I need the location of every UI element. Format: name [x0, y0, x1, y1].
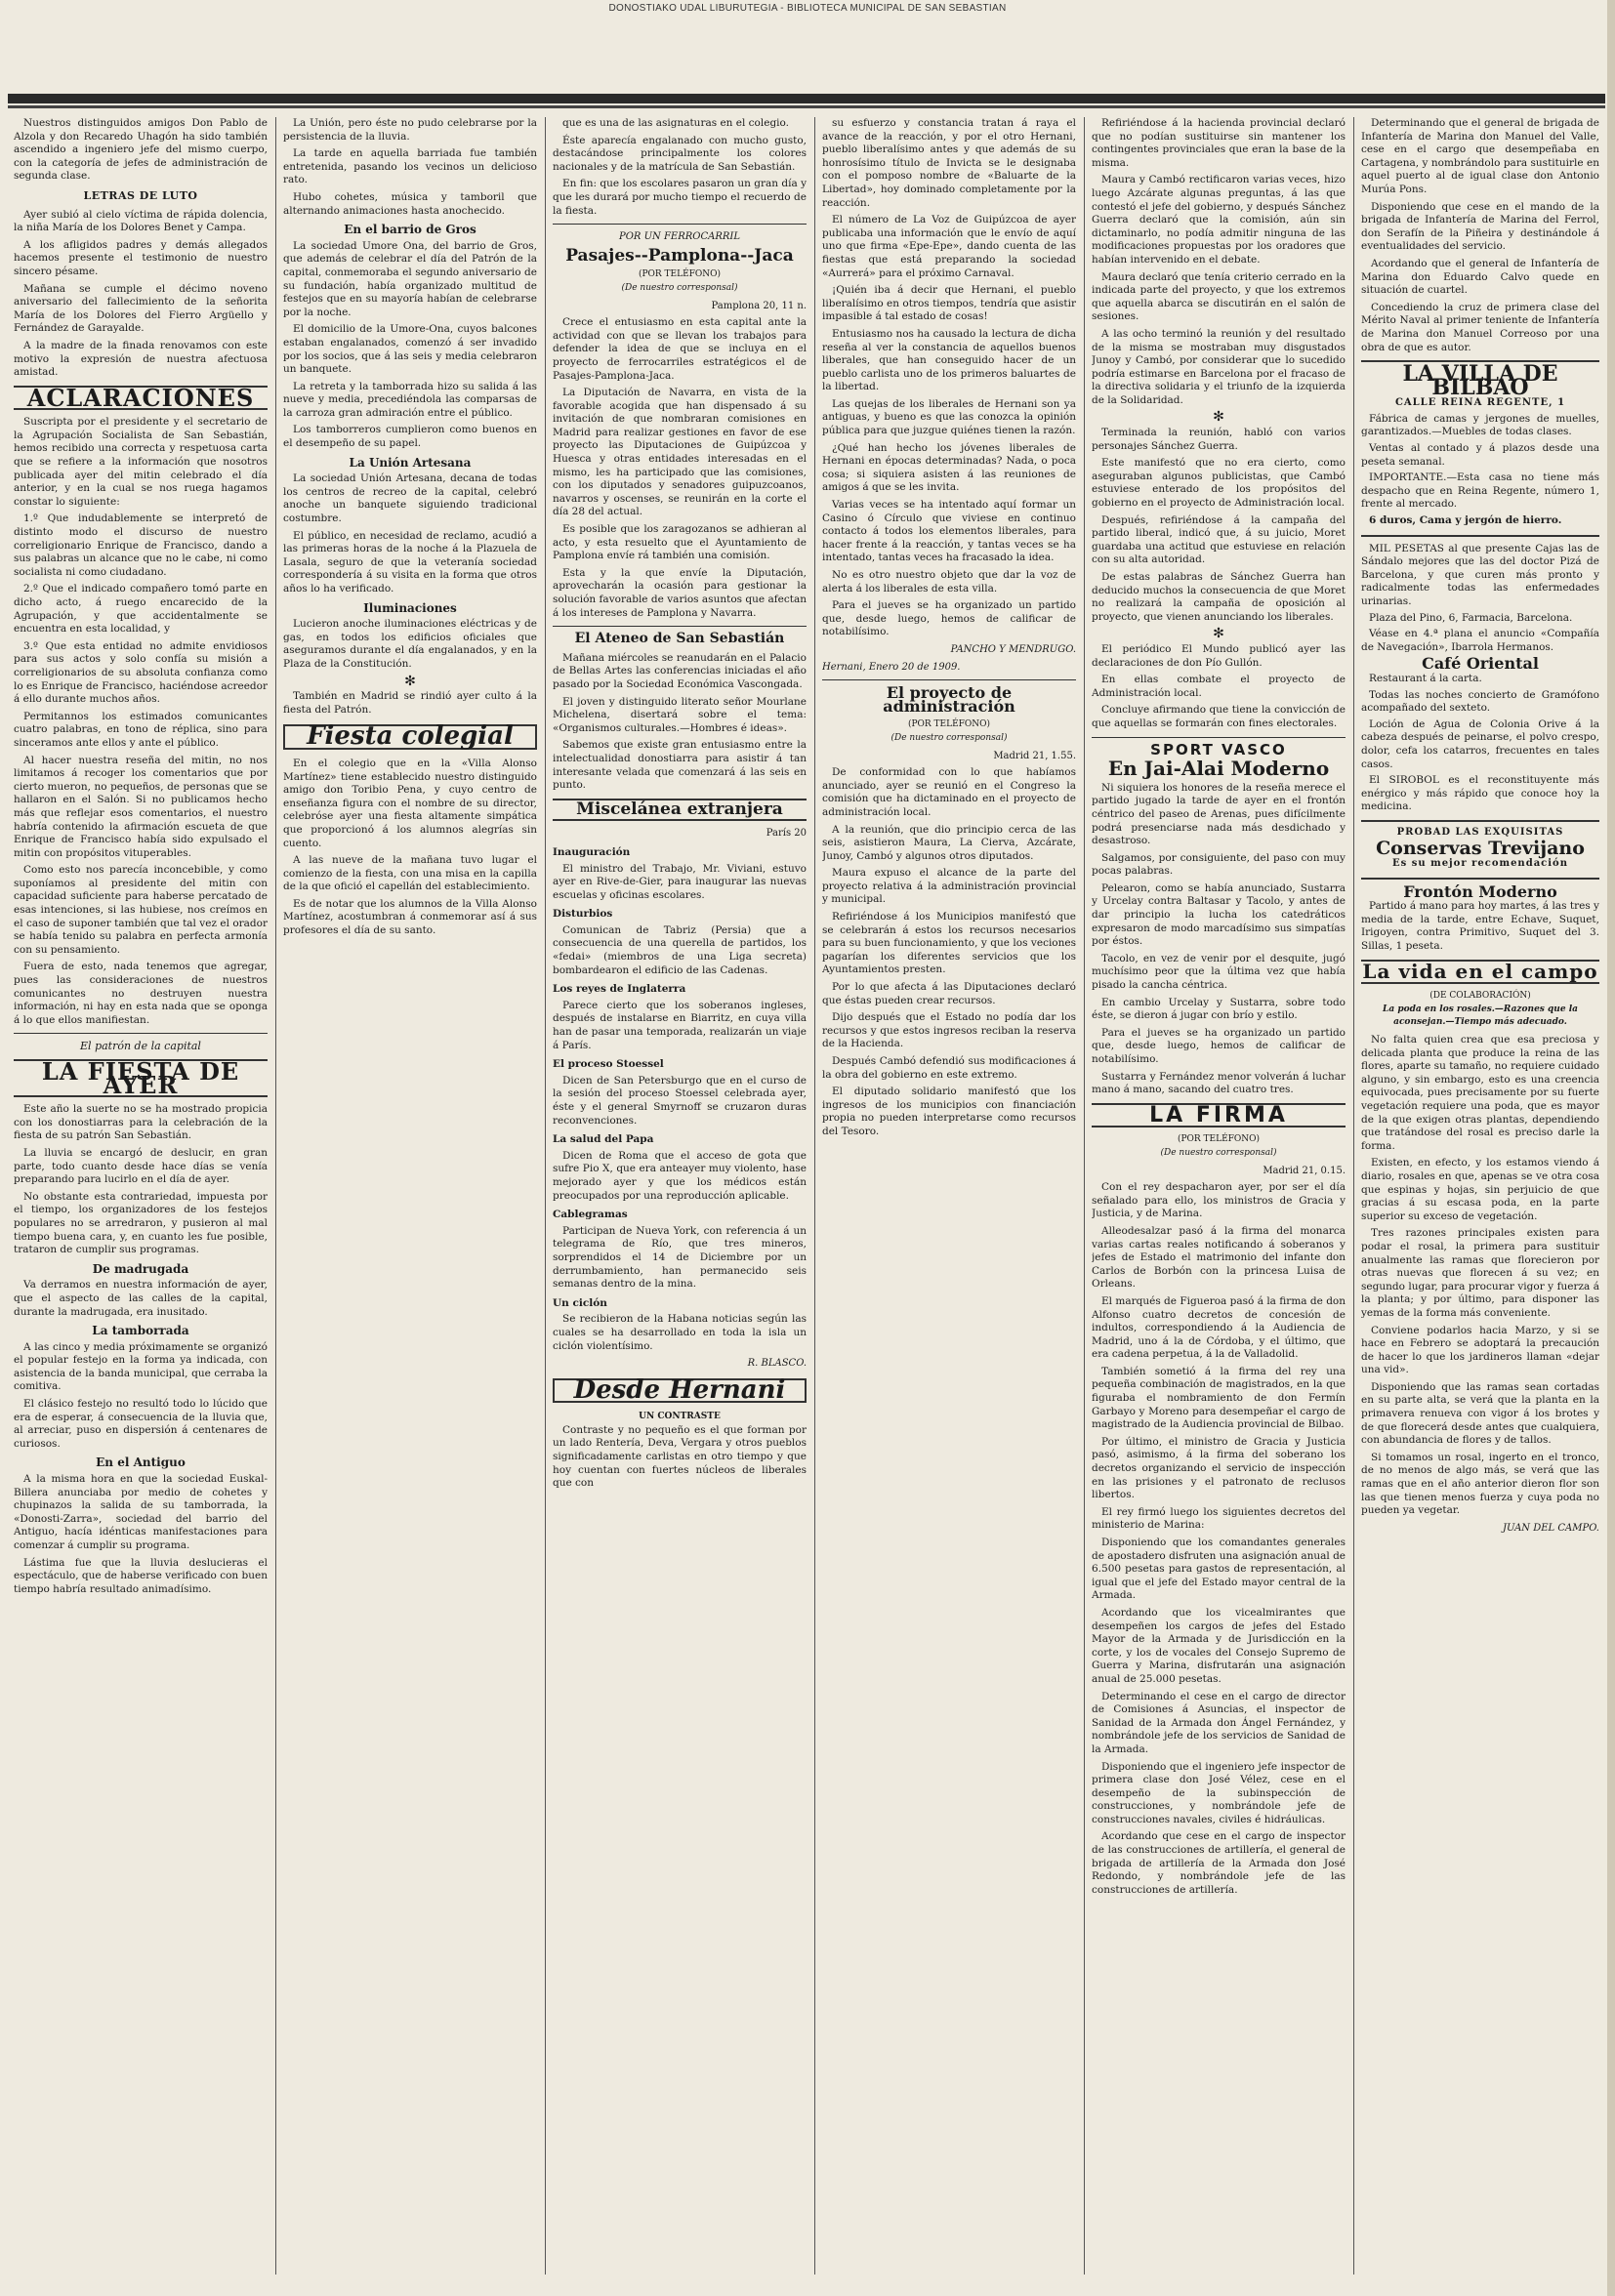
paragraph: La Unión, pero éste no pudo celebrarse por la persistencia de la lluvia.: [283, 117, 537, 143]
subheading: La tamborrada: [92, 1324, 189, 1338]
paragraph: Alleodesalzar pasó á la firma del monarca varias cartas reales notificando á soberanos y jefes de Estado el matrimonio del infante don Carlos de Borbón con la princesa Luisa de Orleans.: [1092, 1224, 1346, 1291]
paragraph: Va derramos en nuestra información de ayer, que el aspecto de las calles de la capital, durante la madrugada, era inusitado.: [14, 1279, 268, 1318]
dateline: Pamplona 20, 11 n.: [711, 300, 807, 311]
paragraph: A la reunión, que dio principio cerca de las seis, asistieron Maura, La Cierva, Azcárate, Junoy, Cambó y algunos otros diputados.: [822, 823, 1076, 862]
paragraph: Nuestros distinguidos amigos Don Pablo de Alzola y don Recaredo Uhagón ha sido también ascendido a ingeniero jefe del mismo cuerpo, con la categoría de jefes de administración de segunda clase.: [14, 117, 268, 183]
byline: (POR TELÉFONO): [1177, 1134, 1261, 1145]
ad-line: El SIROBOL es el reconstituyente más enérgico y más rápido que conoce hoy la medicina.: [1361, 774, 1599, 813]
paragraph: Este manifestó que no era cierto, como aseguraban algunos publicistas, que Cambó estuviese enterado de los propósitos del gobierno en el proyecto de Administración local.: [1092, 457, 1346, 510]
column-rule: [814, 117, 815, 2275]
paragraph: El joven y distinguido literato señor Mourlane Michelena, disertará sobre el tema: «Organismos culturales.—Hombres é ideas».: [553, 695, 807, 734]
section-title-miscelanea: Miscelánea extranjera: [553, 799, 807, 822]
paragraph: Si tomamos un rosal, ingerto en el tronco, de no menos de algo más, se verá que las ramas que en el año anterior dieron flor son las que tienen menos fuerza y cuya poda no pueden ya vegetar.: [1361, 1451, 1599, 1517]
paragraph: Dijo después que el Estado no podía dar los recursos y que estos ingresos reciban la reserva de la Hacienda.: [822, 1011, 1076, 1050]
paragraph: Dicen de San Petersburgo que en el curso de la sesión del proceso Stoessel celebrada ayer, éste y el general Smyrnoff se cruzaron duras reconvenciones.: [553, 1074, 807, 1127]
paragraph: Es posible que los zaragozanos se adhieran al acto, y esta resuelto que el Ayuntamiento de Pamplona envíe rá también una comisión.: [553, 523, 807, 562]
ad-line: Todas las noches concierto de Gramófono acompañado del sexteto.: [1361, 688, 1599, 715]
paragraph: Sustarra y Fernández menor volverán á luchar mano á mano, sacando del cuatro tres.: [1092, 1070, 1346, 1096]
divider: [822, 679, 1076, 680]
paragraph: su esfuerzo y constancia tratan á raya el avance de la reacción, y por el otro Hernani, pueblo liberalísimo antes y que además de su honrosísimo título de Invicta se le designaba con el pomposo nombre de «Baluarte de la Libertad», hoy dominado completamente por la reacción.: [822, 117, 1076, 209]
paragraph: ¿Qué han hecho los jóvenes liberales de Hernani en épocas determinadas? Nada, o poca cosa; si siquiera asisten á las reuniones de amigos á que se les invita.: [822, 441, 1076, 494]
byline: (De nuestro corresponsal): [890, 732, 1008, 743]
ad-line: Restaurant á la carta.: [1369, 672, 1482, 684]
ad-title: LA VILLA DE BILBAO: [1402, 361, 1558, 400]
paragraph: En fin: que los escolares pasaron un gran día y que les durará por mucho tiempo el recuerdo de la fiesta.: [553, 178, 807, 217]
paragraph: Los tamborreros cumplieron como buenos en el desempeño de su papel.: [283, 424, 537, 450]
column-4: [822, 117, 1076, 2275]
paragraph: 3.º Que esta entidad no admite envidiosos para sus actos y solo confía su misión a correligionarios de su absoluta confianza como lo es Enrique de Francisco, haciéndose acreedor á ello durante muchos años.: [14, 639, 268, 706]
subheading: La Unión Artesana: [349, 455, 472, 470]
paragraph: Disponiendo que el ingeniero jefe inspector de primera clase don José Vélez, cese en el desempeño de la subinspección de construcciones, y nombrándole jefe de construcciones navales, civiles é hidráulicas.: [1092, 1760, 1346, 1825]
ad-line: MIL PESETAS al que presente Cajas las de Sándalo mejores que las del doctor Pizá de Barcelona, y que curen más pronto y radicalmente todas las enfermedades urinarias.: [1361, 542, 1599, 607]
subheading: Un ciclón: [553, 1296, 607, 1309]
paragraph: A la misma hora en que la sociedad Euskal-Billera anunciaba por medio de cohetes y chupinazos la salida de su tamborrada, la «Donosti-Zarra», sociedad del barrio del Antiguo, hacía idénticas manifestaciones para comenzar á cumplir su programa.: [14, 1473, 268, 1551]
paragraph: Concediendo la cruz de primera clase del Mérito Naval al primer teniente de Infantería de Marina don Manuel Correoso por una obra de que es autor.: [1361, 301, 1599, 353]
section-title-ateneo: El Ateneo de San Sebastián: [574, 631, 785, 647]
paragraph: Después, refiriéndose á la campaña del partido liberal, indicó que, á su juicio, Moret guardaba una actitud que estuviese en relación con su alta autoridad.: [1092, 513, 1346, 566]
column-6: [1361, 117, 1599, 2275]
subheading: Disturbios: [553, 908, 613, 921]
paragraph: El diputado solidario manifestó que los ingresos de los municipios con financiación propia no pueden interpretarse como recursos del Tesoro.: [822, 1086, 1076, 1137]
byline: (De nuestro corresponsal): [1160, 1147, 1277, 1158]
paragraph: Maura declaró que tenía criterio cerrado en la indicada parte del proyecto, y que los extremos que aquella abarca se discutirán en el salón de sesiones.: [1092, 270, 1346, 323]
paragraph: Refiriéndose á la hacienda provincial declaró que no podían sustituirse sin mantener los contingentes provinciales que eran la base de la misma.: [1092, 117, 1346, 169]
paragraph: También en Madrid se rindió ayer culto á la fiesta del Patrón.: [283, 690, 537, 716]
section-title-colegial: Fiesta colegial: [283, 724, 537, 750]
ad-line: Loción de Agua de Colonia Orive á la cabeza después de peinarse, el polvo crespo, dolor, cefa los catarros, frecuentes en tales casos.: [1361, 718, 1599, 770]
subheading: UN CONTRASTE: [639, 1412, 721, 1422]
paragraph: Refiriéndose á los Municipios manifestó que se celebrarán á estos los recursos necesarios para su buen funcionamiento, y que los veciones pagarían los diferentes servicios que los Ayuntamientos presten.: [822, 911, 1076, 976]
paragraph: Comunican de Tabriz (Persia) que a consecuencia de una querella de partidos, los «fedai» (miembros de una Liga secreta) bombardearon el edificio de las Cadenas.: [553, 923, 807, 976]
paragraph: Esta y la que envíe la Diputación, aprovecharán la ocasión para gestionar la solución favorable de varios asuntos que afectan á los intereses de Pamplona y Navarra.: [553, 566, 807, 619]
paragraph: No falta quien crea que esa preciosa y delicada planta que produce la reina de las flores, aparte su tamaño, no requiere cuidado alguno, y sin embargo, esto es una creencia equivocada, pues precisamente por su fuerte vegetación requiere una poda, que es mayor de la que exigen otras plantas, dependiendo que tratándose del rosal es preciso darle la forma.: [1361, 1034, 1599, 1152]
paragraph: No es otro nuestro objeto que dar la voz de alerta á los liberales de esta villa.: [822, 569, 1076, 594]
section-kicker: POR UN FERROCARRIL: [618, 231, 740, 243]
section-title-administracion: El proyecto de administración: [883, 683, 1015, 716]
advertisement-conservas: [1361, 820, 1599, 880]
paragraph: Por lo que afecta á las Diputaciones declaró que éstas pueden crear recursos.: [822, 981, 1076, 1006]
paragraph: Suscripta por el presidente y el secretario de la Agrupación Socialista de San Sebastián, hemos recibido una correcta y respetuosa carta que se refiere a la información que nosotros publicada ayer del mitin celebrado el día anterior, y en la cual se nos ruega hagamos constar lo siguiente:: [14, 416, 268, 508]
subheading: Iluminaciones: [363, 600, 457, 615]
paragraph: El número de La Voz de Guipúzcoa de ayer publicaba una información que le envío de aquí uno que firma «Epe-Epe», dando cuenta de las fiestas que está preparando la sociedad «Aurrerá» para el próximo Carnaval.: [822, 214, 1076, 279]
paragraph: En el colegio que en la «Villa Alonso Martínez» tiene establecido nuestro distinguido amigo don Toribio Pena, y cuyo centro de enseñanza figura con el nombre de su director, celebróse ayer una fiesta altamente simpática que proporcionó á los alumnos alegrías sin cuento.: [283, 757, 537, 849]
paragraph: De estas palabras de Sánchez Guerra han deducido muchos la consecuencia de que Moret no realizará la campaña de oposición al proyecto, que vienen anunciando los liberales.: [1092, 571, 1346, 623]
section-title-aclaraciones: ACLARACIONES: [14, 386, 268, 411]
column-rule: [545, 117, 546, 2275]
subheading: De madrugada: [92, 1261, 189, 1276]
advertisement-villa-bilbao: [1361, 360, 1599, 537]
paragraph: Entusiasmo nos ha causado la lectura de dicha reseña al ver la constancia de aquellos buenos liberales, que han conseguido hacer de un pueblo carlista uno de los primeros baluartes de la libertad.: [822, 327, 1076, 393]
subheading: En el Antiguo: [96, 1456, 186, 1470]
paragraph: Con el rey despacharon ayer, por ser el día señalado para ello, los ministros de Gracia y Justicia, y de Marina.: [1092, 1181, 1346, 1220]
paragraph: Las quejas de los liberales de Hernani son ya antiguas, y bueno es que las conozca la opinión pública para que juzgue quiénes tienen la razón.: [822, 397, 1076, 437]
paragraph: Terminada la reunión, habló con varios personajes Sánchez Guerra.: [1092, 427, 1346, 452]
dateline: Madrid 21, 1.55.: [993, 750, 1076, 761]
subheading: Cablegramas: [553, 1209, 628, 1221]
paragraph: El rey firmó luego los siguientes decretos del ministerio de Marina:: [1092, 1505, 1346, 1532]
paragraph: Maura y Cambó rectificaron varias veces, hizo luego Azcárate algunas preguntas, á las que contestó el jefe del gobierno, y después Sánchez Guerra declaró que la comisión, aún sin dictaminarlo, no podía admitir ninguna de las modificaciones propuestas por los oradores que habían intervenido en el debate.: [1092, 174, 1346, 266]
paragraph: Existen, en efecto, y los estamos viendo á diario, rosales en que, apenas se ve otra cosa que espinas y hojas, sin perjuicio de que gracias á su escasa poda, en la parte superior su exceso de vegetación.: [1361, 1157, 1599, 1222]
masthead-rule: [8, 94, 1605, 103]
ad-line: 6 duros, Cama y jergón de hierro.: [1369, 514, 1562, 527]
section-lede: La poda en los rosales.—Razones que la aconsejan.—Tiempo más adecuado.: [1383, 1004, 1578, 1028]
subheading: Inauguración: [553, 845, 631, 858]
paragraph: A las ocho terminó la reunión y del resultado de la misma se mostraban muy disgustados Junoy y Cambó, por considerar que lo sucedido podría estimarse en Barcelona por el fracaso de la directiva solidaria y el triunfo de la izquierda de la Solidaridad.: [1092, 327, 1346, 406]
column-rule: [1084, 117, 1085, 2275]
paragraph: Acordando que cese en el cargo de inspector de las construcciones de artillería, el general de brigada de artillería de la Armada don José Redondo, y nombrándole jefe de las construcciones de artillería.: [1092, 1830, 1346, 1896]
paragraph: La retreta y la tamborrada hizo su salida á las nueve y media, precediéndola las comparsas de la carroza gran admiración entre el público.: [283, 380, 537, 419]
paragraph: 1.º Que indudablemente se interpretó de distinto modo el discurso de nuestro correligionario Enrique de Francisco, dando a sus palabras un alcance que no le cabe, ni como socialista ni como ciudadano.: [14, 512, 268, 578]
paragraph: Sabemos que existe gran entusiasmo entre la intelectualidad donostiarra para asistir á tan interesante velada que comenzará á las seis en punto.: [553, 739, 807, 792]
divider: [14, 1033, 268, 1034]
paragraph: Lucieron anoche iluminaciones eléctricas y de gas, en todos los edificios oficiales que aseguramos durante el día engalanados, y en la Plaza de la Constitución.: [283, 618, 537, 670]
paragraph: El periódico El Mundo publicó ayer las declaraciones de don Pío Gullón.: [1092, 642, 1346, 669]
ad-title: Frontón Moderno: [1403, 882, 1557, 901]
ad-line: Partido á mano para hoy martes, á las tres y media de la tarde, entre Echave, Suquet, Irigoyen, contra Primitivo, Suquet del 3. Sillas, 1 peseta.: [1361, 900, 1599, 953]
paragraph: Después Cambó defendió sus modificaciones á la obra del gobierno en este extremo.: [822, 1055, 1076, 1081]
ad-title: Conservas Trevijano: [1376, 837, 1585, 859]
paragraph: Salgamos, por consiguiente, del paso con muy pocas palabras.: [1092, 851, 1346, 878]
paragraph: Al hacer nuestra reseña del mitin, no nos limitamos á recoger los comentarios que por cierto mueron, no pequeños, de personas que se hallaron en el Salón. Si no publicamos hecho más que reflejar esos comentarios, el nuestro habría contenido la afirmación escueta de que Enrique de Francisco había sido expulsado el mitin con propósitos vituperables.: [14, 754, 268, 859]
paragraph: Contraste y no pequeño es el que forman por un lado Rentería, Deva, Vergara y otros pueblos significadamente carlistas en otro tiempo y que hoy cuentan con fuertes núcleos de liberales que con: [553, 1423, 807, 1490]
paragraph: El ministro del Trabajo, Mr. Viviani, estuvo ayer en Rive-de-Gier, para inaugurar las nuevas escuelas y oficinas escolares.: [553, 862, 807, 901]
section-kicker: SPORT VASCO: [1150, 740, 1287, 758]
paragraph: Como esto nos parecía inconcebible, y como suponíamos al presidente del mitin con capacidad suficiente para haberse percatado de esas intenciones, si las hubiese, nos creímos en el caso de suponer también que tal vez el orador se había tenido su palabra en perfecta armonía con su pensamiento.: [14, 864, 268, 956]
paragraph: La tarde en aquella barriada fue también entretenida, pasando los vecinos un delicioso rato.: [283, 147, 537, 186]
paragraph: La Diputación de Navarra, en vista de la favorable acogida que han dispensado á su invitación de que nombraran comisiones en Madrid para realizar gestiones en favor de ese proyecto las Diputaciones de Guipúzcoa y Huesca y otras entidades interesadas en el mismo, les ha participado que las comisiones, con los diputados y senadores guipuzcoanos, navarros y oscenses, se reunirán en la corte el día 28 del actual.: [553, 387, 807, 518]
paragraph: Se recibieron de la Habana noticias según las cuales se ha desarrollado en toda la isla un ciclón violentísimo.: [553, 1313, 807, 1352]
byline: (De nuestro corresponsal): [621, 282, 738, 293]
ad-kicker: PROBAD LAS EXQUISITAS: [1396, 826, 1564, 838]
section-title-campo: La vida en el campo: [1362, 959, 1598, 983]
paragraph: La sociedad Unión Artesana, decana de todas los centros de recreo de la capital, celebró anoche un banquete siguiendo tradicional costumbre.: [283, 472, 537, 525]
paragraph: El público, en necesidad de reclamo, acudió a las primeras horas de la noche á la Plazuela de Lasala, seguro de que la veteranía sociedad correspondería á su visita en la forma que otros años lo ha verificado.: [283, 529, 537, 594]
archive-header: DONOSTIAKO UDAL LIBURUTEGIA - BIBLIOTECA MUNICIPAL DE SAN SEBASTIAN: [608, 3, 1007, 14]
subheading: Los reyes de Inglaterra: [553, 983, 686, 996]
paragraph: Pelearon, como se había anunciado, Sustarra y Urcelay contra Baltasar y Tacolo, y antes de dar principio la lucha los catedráticos expresaron de modo marcadísimo sus simpatías por éstos.: [1092, 882, 1346, 948]
paragraph: El domicilio de la Umore-Ona, cuyos balcones estaban engalanados, comenzó á ser invadido por los socios, que á las seis y media celebraron un banquete.: [283, 323, 537, 376]
column-3: [553, 117, 807, 2275]
divider: [1092, 737, 1346, 738]
paragraph: Ni siquiera los honores de la reseña merece el partido jugado la tarde de ayer en el frontón céntrico del paseo de Arenas, pues difícilmente podrá presenciarse nada más desdichado y desastroso.: [1092, 781, 1346, 847]
paragraph: Para el jueves se ha organizado un partido que, desde luego, hemos de calificar de notabilísimo.: [1092, 1026, 1346, 1065]
paragraph: Disponiendo que los comandantes generales de apostadero disfruten una asignación anual de 6.500 pesetas para gastos de representación, al igual que el jefe del Estado mayor central de la Armada.: [1092, 1537, 1346, 1602]
paragraph: Ayer subió al cielo víctima de rápida dolencia, la niña María de los Dolores Benet y Campa.: [14, 208, 268, 234]
ad-line: Ventas al contado y á plazos desde una peseta semanal.: [1361, 442, 1599, 468]
ad-line: Véase en 4.ª plana el anuncio «Compañía de Navegación», Ibarrola Hermanos.: [1361, 628, 1599, 653]
paragraph: El marqués de Figueroa pasó á la firma de don Alfonso cuatro decretos de concesión de indultos, correspondiendo á la Audiencia de Madrid, uno á la de Córdoba, y el último, que era cadena perpetua, á la de Valladolid.: [1092, 1294, 1346, 1361]
paragraph: La sociedad Umore Ona, del barrio de Gros, que además de celebrar el día del Patrón de la capital, conmemoraba el segundo aniversario de su fundación, había organizado multitud de festejos que en su mayoría habían de celebrarse por la noche.: [283, 239, 537, 318]
paragraph: Acordando que los vicealmirantes que desempeñen los cargos de jefes del Estado Mayor de la Armada y de Jurisdicción en la corte, y los de vocales del Consejo Supremo de Guerra y Marina, disfrutarán una asignación anual de 25.000 pesetas.: [1092, 1606, 1346, 1685]
column-2: [283, 117, 537, 2275]
paragraph: A las cinco y media próximamente se organizó el popular festejo en la forma ya indicada, con asistencia de la banda municipal, que cerraba la comitiva.: [14, 1340, 268, 1393]
signature: JUAN DEL CAMPO.: [1502, 1522, 1599, 1534]
dateline: Madrid 21, 0.15.: [1263, 1165, 1346, 1176]
paragraph: Conviene podarlos hacia Marzo, y si se hace en Febrero se adoptará la precaución de hacer lo que los jardineros llaman «dejar una vid».: [1361, 1324, 1599, 1376]
paragraph: En ellas combate el proyecto de Administración local.: [1092, 674, 1346, 699]
subheading: En el barrio de Gros: [344, 223, 476, 237]
ad-subtitle: CALLE REINA REGENTE, 1: [1394, 397, 1566, 409]
column-1: [14, 117, 268, 2275]
paragraph: 2.º Que el indicado compañero tomó parte en dicho acto, á ruego encarecido de la Agrupación, y que accidentalmente se encuentra en esta localidad, y: [14, 583, 268, 636]
subheading: El proceso Stoessel: [553, 1058, 664, 1071]
paragraph: A la madre de la finada renovamos con este motivo la expresión de nuestra afectuosa amistad.: [14, 339, 268, 379]
paragraph: De conformidad con lo que habíamos anunciado, ayer se reunió en el Congreso la comisión que ha dictaminado en el proyecto de administración local.: [822, 766, 1076, 818]
paragraph: Maura expuso el alcance de la parte del proyecto relativa á la administración provincial y municipal.: [822, 867, 1076, 906]
section-title-fiesta: LA FIESTA DE AYER: [14, 1059, 268, 1097]
paragraph: Mañana miércoles se reanudarán en el Palacio de Bellas Artes las conferencias iniciadas el año pasado por la Sociedad Económica Vascongada.: [553, 651, 807, 690]
masthead-rule-thin: [8, 105, 1605, 108]
paragraph: Determinando el cese en el cargo de director de Comisiones á Asuncias, el inspector de Sanidad de la Armada don Ángel Fernández, y nombrándole jefe de los servicios de Sanidad de la Armada.: [1092, 1690, 1346, 1755]
paragraph: Este año la suerte no se ha mostrado propicia con los donostiarras para la celebración de la fiesta de su patrón San Sebastián.: [14, 1103, 268, 1142]
paragraph: Mañana se cumple el décimo noveno aniversario del fallecimiento de la señorita María de los Dolores del Fierro Argüello y Fernández de Garayalde.: [14, 282, 268, 335]
column-rule: [275, 117, 276, 2275]
paragraph: Disponiendo que cese en el mando de la brigada de Infantería de Marina del Ferrol, don Serafín de la Piñeira y destinándole á eventualidades del servicio.: [1361, 200, 1599, 253]
signature: PANCHO Y MENDRUGO.: [950, 643, 1076, 655]
paragraph: Permitannos los estimados comunicantes cuatro palabras, en tono de réplica, sino para sinceramos ante ellos y ante el público.: [14, 710, 268, 749]
paragraph: No obstante esta contrariedad, impuesta por el tiempo, los organizadores de los festejos populares no se arredraron, y pusieron al mal tiempo buena cara, y, en cuanto les fue posible, trataron de cumplir sus programas.: [14, 1190, 268, 1256]
byline: (DE COLABORACIÓN): [1429, 991, 1531, 1002]
section-title-firma: LA FIRMA: [1092, 1103, 1346, 1128]
paragraph: Acordando que el general de Infantería de Marina don Eduardo Calvo quede en situación de cuartel.: [1361, 257, 1599, 297]
byline: (POR TELÉFONO): [638, 269, 722, 280]
column-5: [1092, 117, 1346, 2275]
ad-line: Fábrica de camas y jergones de muelles, garantizados.—Muebles de todas clases.: [1361, 412, 1599, 438]
ornament-icon: ✻: [1213, 409, 1224, 426]
paragraph: Por último, el ministro de Gracia y Justicia pasó, asimismo, á la firma del soberano los decretos organizando el servicio de inspección en las prisiones y el patronato de reclusos libertos.: [1092, 1435, 1346, 1501]
paragraph: Es de notar que los alumnos de la Villa Alonso Martínez, acostumbran á conmemorar así á sus profesores el día de su santo.: [283, 897, 537, 937]
ad-subtitle: Es su mejor recomendación: [1392, 858, 1568, 870]
paragraph: A las nueve de la mañana tuvo lugar el comienzo de la fiesta, con una misa en la capilla de la que ofició el capellán del establecimiento.: [283, 854, 537, 893]
paragraph: Disponiendo que las ramas sean cortadas en su parte alta, se verá que la planta en la primavera renueva con vigor á los brotes y de que florecerá desde antes que cualquiera, con abundancia de flores y de tallos.: [1361, 1380, 1599, 1447]
paragraph: A los afligidos padres y demás allegados hacemos presente el testimonio de nuestro sincero pésame.: [14, 238, 268, 277]
paragraph: ¡Quién iba á decir que Hernani, el pueblo liberalísimo en otros tiempos, tendría que asistir impasible á tal estado de cosas!: [822, 284, 1076, 323]
paragraph: Crece el entusiasmo en esta capital ante la actividad con que se llevan los trabajos para defender la idea de que se incluya en el proyecto de ferrocarriles estratégicos el de Pasajes-Pamplona-Jaca.: [553, 316, 807, 382]
signature: R. BLASCO.: [747, 1358, 807, 1370]
divider: [553, 626, 807, 627]
ornament-icon: ✻: [404, 673, 416, 689]
ornament-icon: ✻: [1213, 626, 1224, 642]
paragraph: Participan de Nueva York, con referencia á un telegrama de Río, que tres mineros, sorprendidos el 14 de Diciembre por un derrumbamiento, han permanecido seis semanas dentro de la mina.: [553, 1224, 807, 1291]
paragraph: Hubo cohetes, música y tamboril que alternando animaciones hasta anochecido.: [283, 190, 537, 217]
paragraph: Varias veces se ha intentado aquí formar un Casino ó Círculo que viviese en continuo contacto á todos los elementos liberales, para hacer frente á la reacción, y tantas veces se ha intentado, tantas veces ha fracasado la idea.: [822, 499, 1076, 564]
section-title-jai-alai: En Jai-Alai Moderno: [1107, 757, 1330, 781]
signature-date: Hernani, Enero 20 de 1909.: [822, 661, 961, 673]
subheading: La salud del Papa: [553, 1133, 654, 1146]
divider: [553, 224, 807, 225]
column-rule: [1353, 117, 1354, 2275]
dateline: París 20: [766, 828, 807, 840]
paragraph: Dicen de Roma que el acceso de gota que sufre Pio X, que era anteayer muy violento, hase mejorado ayer y que los médicos están preocupados por una reproducción aplicable.: [553, 1149, 807, 1202]
paragraph: Parece cierto que los soberanos ingleses, después de instalarse en Biarritz, en cuya villa han de pasar una temporada, realizarán un viaje á París.: [553, 999, 807, 1051]
section-kicker: El patrón de la capital: [80, 1040, 201, 1053]
paragraph: Éste aparecía engalanado con mucho gusto, destacándose principalmente los colores nacionales y de la matrícula de San Sebastián.: [553, 134, 807, 173]
ad-line: IMPORTANTE.—Esta casa no tiene más despacho que en Reina Regente, número 1, frente al mercado.: [1361, 472, 1599, 511]
page-edge: [1607, 0, 1615, 2296]
paragraph: Para el jueves se ha organizado un partido que, desde luego, hemos de calificar de notabilísimo.: [822, 599, 1076, 638]
section-title-hernani: Desde Hernani: [553, 1378, 807, 1404]
paragraph: También sometió á la firma del rey una pequeña combinación de magistrados, en la que figuraba el nombramiento de don Fermín Garbayo y Moreno para desempeñar el cargo de magistrado de la Audiencia provincial de Bilbao.: [1092, 1365, 1346, 1431]
paragraph: que es una de las asignaturas en el colegio.: [562, 117, 790, 129]
paragraph: La lluvia se encargó de deslucir, en gran parte, todo cuanto desde hace días se venía preparando para lucirlo en el día de ayer.: [14, 1146, 268, 1186]
paragraph: Determinando que el general de brigada de Infantería de Marina don Manuel del Valle, cese en el cargo que desempeñaba en Cartagena, y nombrándolo para sustituirle en aquel puerto al de igual clase don Antonio Murúa Pons.: [1361, 117, 1599, 195]
paragraph: Lástima fue que la lluvia deslucieras el espectáculo, que de haberse verificado con buen tiempo habría resultado animadísimo.: [14, 1556, 268, 1595]
paragraph: En cambio Urcelay y Sustarra, sobre todo éste, se dieron á jugar con brío y estilo.: [1092, 996, 1346, 1022]
paragraph: Fuera de esto, nada tenemos que agregar, pues las consideraciones de nuestros comunicantes no destruyen nuestra información, ni hay en esta nada que se oponga á lo que ellos manifiestan.: [14, 961, 268, 1026]
paragraph: Tres razones principales existen para podar el rosal, la primera para sustituir anualmente las ramas que florecieron por otras nuevas que florecen á su vez; en segundo lugar, para procurar vigor y fuerza á la planta; y por último, para disponer las yemas de la forma más conveniente.: [1361, 1227, 1599, 1319]
ad-title: Café Oriental: [1422, 654, 1539, 674]
section-title-pasajes: Pasajes--Pamplona--Jaca: [565, 245, 794, 266]
section-title-luto: LETRAS DE LUTO: [83, 188, 198, 202]
byline: (POR TELÉFONO): [907, 719, 991, 730]
paragraph: Tacolo, en vez de venir por el desquite, jugó muchísimo peor que la última vez que había pisado la cancha céntrica.: [1092, 952, 1346, 992]
paragraph: El clásico festejo no resultó todo lo lúcido que era de esperar, á consecuencia de la lluvia que, al arreciar, puso en dispersión á centenares de curiosos.: [14, 1398, 268, 1450]
paragraph: Concluye afirmando que tiene la convicción de que aquellas se formarán con fines electorales.: [1092, 704, 1346, 729]
ad-line: Plaza del Pino, 6, Farmacia, Barcelona.: [1369, 611, 1573, 624]
